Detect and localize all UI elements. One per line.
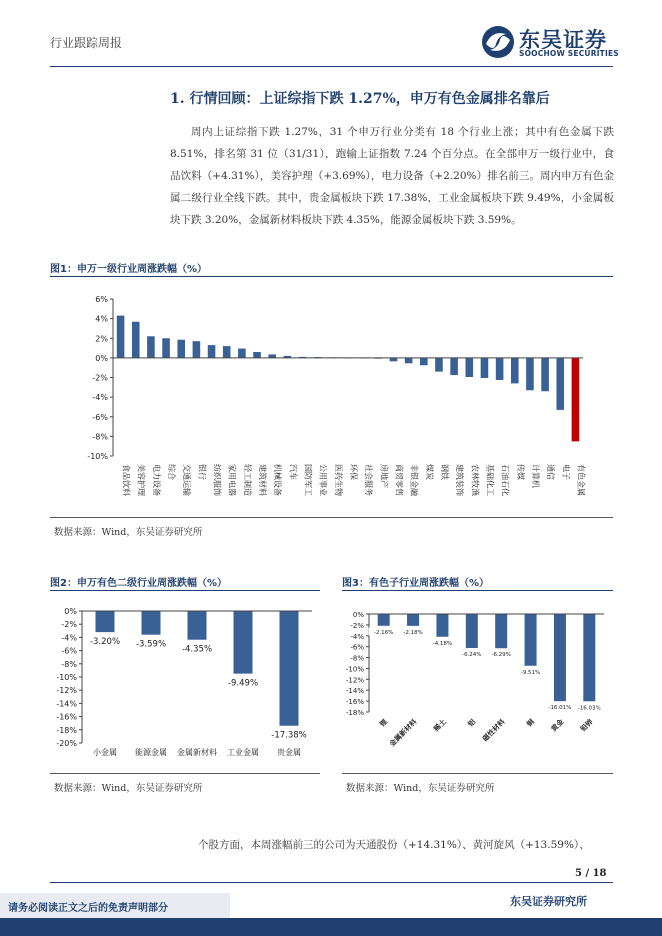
fig1-category-label: 综合 [167,464,177,480]
figure2-bottom-rule [50,773,320,774]
fig2-y-tick-label: -2% [61,620,77,630]
fig3-y-tick-label: 0% [352,611,364,619]
fig1-y-tick-label: 0% [95,353,108,363]
fig1-bar [193,341,201,358]
fig1-category-label: 石油石化 [500,464,510,496]
fig2-bar [96,611,115,632]
paragraph-text: 周内上证综指下跌 1.27%，31 个申万行业分类有 18 个行业上涨；其中有色金属下跌 8.51%，排名第 31 位（31/31），跑输上证指数 7.24 个百分点。在全部申万一级行业中，食品饮料（+4.31%），美容护理（+3.69%），电力设备（+2.20%）排名前三。周内申万有色金属二级行业全线下跌。其中，贵金属板块下跌 17.38%，工业金属板块下跌 9.49%，小金属板块下跌 3.20%，金属新材料板块下跌 4.35%，能源金属板块下跌 3.59%。 [170,126,614,226]
fig1-category-label: 机械设备 [273,464,283,496]
fig3-data-label: -16.01% [548,705,572,712]
fig1-category-label: 食品饮料 [121,464,131,496]
fig1-bar [405,358,413,363]
fig1-category-label: 银行 [197,464,207,480]
figure3-bottom-rule [342,773,613,774]
fig2-y-tick-label: -4% [61,633,77,643]
fig2-bar [188,611,207,640]
section-paragraph [170,121,614,231]
fig1-category-label: 建筑材料 [258,464,268,496]
fig3-category-label: 黄金 [549,717,566,734]
fig1-bar [253,352,261,358]
fig1-category-label: 纺织服饰 [212,464,222,496]
fig1-category-label: 汽车 [288,464,298,480]
figure3-top-rule [342,590,613,591]
fig1-bar [556,358,564,410]
fig3-category-label: 铜 [525,717,536,729]
fig1-bar [147,336,155,358]
figure2-title: 图2：申万有色二级行业周涨跌幅（%） [50,578,227,589]
fig1-y-tick-label: -2% [92,373,108,383]
fig2-y-tick-label: -20% [56,739,77,748]
footer-institute: 东吴证券研究所 [510,895,587,908]
fig3-data-label: -16.03% [577,705,601,712]
report-type: 行业跟踪周报 [50,36,123,50]
fig1-bar [390,358,398,361]
fig1-y-tick-label: 4% [95,314,108,324]
fig3-y-tick-label: -12% [345,676,364,685]
fig1-category-label: 家用电器 [227,464,237,496]
fig1-y-tick-label: -8% [92,432,108,442]
fig3-bar [378,614,390,626]
fig1-bar [177,340,185,358]
fig3-y-tick-label: -6% [350,643,364,652]
figure3-title: 图3：有色子行业周涨跌幅（%） [342,578,489,589]
fig2-data-label: -9.49% [227,678,259,689]
fig1-bar [526,358,534,390]
fig1-category-label: 通信 [546,464,556,481]
fig2-category-label: 贵金属 [277,748,301,757]
fig1-category-label: 计算机 [530,464,540,488]
fig3-y-tick-label: -16% [345,698,364,707]
footer-disclaimer: 请务必阅读正文之后的免责声明部分 [8,903,168,914]
fig3-bar [554,614,566,701]
brand-name-en: SOOCHOW SECURITIES [519,49,619,58]
fig2-data-label: -3.20% [89,637,121,648]
fig1-bar [208,345,216,358]
fig1-category-label: 电力设备 [151,464,161,496]
fig3-y-tick-label: -14% [345,687,364,696]
fig1-category-label: 农林牧渔 [470,464,480,496]
fig2-y-tick-label: 0% [64,607,77,616]
figure2-top-rule [50,590,320,591]
bottom-paragraph: 个股方面，本周涨幅前三的公司为天通股份（+14.31%）、黄河旋风（+13.59%）、 [198,839,590,851]
fig1-category-label: 基础化工 [485,464,495,496]
fig3-category-label: 磁性材料 [481,717,507,744]
fig1-category-label: 社会服务 [364,464,374,496]
fig1-category-label: 商贸零售 [394,464,404,496]
fig3-y-tick-label: -2% [350,621,364,630]
fig2-y-tick-label: -6% [61,646,77,656]
fig1-category-label: 交通运输 [182,464,192,496]
fig1-bar [435,358,443,372]
fig1-bar [268,354,276,357]
fig2-category-label: 工业金属 [227,748,259,757]
fig1-bar [132,322,140,358]
fig3-category-label: 铝 [466,717,478,729]
fig2-y-tick-label: -16% [56,712,77,722]
fig1-bar [496,358,504,380]
fig1-category-label: 传媒 [515,464,525,480]
fig3-y-tick-label: -18% [345,709,364,717]
fig1-bar [450,358,458,375]
figure2-source: 数据来源：Wind，东吴证券研究所 [54,783,203,794]
fig3-bar [466,614,478,648]
fig1-category-label: 房地产 [379,464,389,488]
fig2-data-label: -17.38% [271,730,307,741]
fig1-y-tick-label: -10% [87,452,108,461]
fig2-category-label: 能源金属 [135,748,167,757]
fig3-data-label: -6.29% [491,652,511,659]
section-title: 1. 行情回顾：上证综指下跌 1.27%，申万有色金属排名靠后 [170,91,550,107]
fig1-bar [572,358,580,442]
fig3-data-label: -4.18% [432,640,453,647]
fig2-data-label: -4.35% [181,644,213,655]
fig1-bar [541,358,549,391]
footer-bar [0,918,662,936]
fig2-y-tick-label: -18% [56,725,77,735]
fig2-bar [234,611,253,674]
fig3-category-label: 金属新材料 [388,717,419,749]
fig2-bar [142,611,161,635]
fig1-bar [420,358,428,365]
header-divider [50,66,613,67]
figure1-chart [50,280,613,515]
figure1-title: 图1：申万一级行业周涨跌幅（%） [50,264,207,275]
fig3-y-tick-label: -8% [350,654,364,663]
fig3-bar [525,614,537,666]
fig1-bar [162,338,170,358]
fig3-bar [436,614,448,637]
fig1-y-tick-label: -6% [92,412,108,422]
fig1-category-label: 轻工制造 [242,464,252,496]
fig3-data-label: -2.18% [403,629,423,636]
fig1-bar [223,346,231,358]
footer-divider [50,882,613,883]
fig3-category-label: 铅锌 [579,717,595,734]
fig1-y-tick-label: -4% [92,393,108,403]
fig3-data-label: -9.51% [520,669,541,676]
fig1-category-label: 医药生物 [333,464,343,496]
fig1-category-label: 有色金属 [576,464,586,496]
fig3-y-tick-label: -4% [350,632,364,641]
fig2-category-label: 金属新材料 [177,748,217,757]
fig2-y-tick-label: -14% [56,699,77,709]
fig1-category-label: 电子 [561,464,571,480]
fig1-bar [466,358,474,377]
fig1-category-label: 国防军工 [303,464,313,496]
figure3-chart [342,608,613,770]
fig1-category-label: 美容护理 [136,464,146,496]
fig3-bar [407,614,419,626]
fig3-data-label: -2.16% [373,629,394,636]
fig1-category-label: 煤炭 [424,464,434,480]
figure1-top-rule [50,276,613,277]
fig1-category-label: 非银金融 [409,464,419,496]
fig1-bar [117,316,125,358]
fig2-y-tick-label: -10% [56,673,77,682]
fig3-bar [495,614,507,648]
fig3-category-label: 锂 [378,717,390,729]
fig2-y-tick-label: -12% [56,686,77,696]
fig3-category-label: 稀土 [432,717,448,734]
fig2-category-label: 小金属 [93,748,117,757]
fig1-bar [238,349,246,358]
fig1-category-label: 钢铁 [439,464,449,480]
fig1-y-tick-label: 6% [95,295,108,304]
fig3-data-label: -6.24% [462,651,482,658]
fig2-bar [280,611,299,726]
figure3-source: 数据来源：Wind，东吴证券研究所 [346,783,495,794]
fig1-bar [481,358,489,378]
fig1-category-label: 公用事业 [318,464,328,496]
fig3-bar [583,614,595,701]
fig1-y-tick-label: 2% [95,334,108,344]
fig1-category-label: 环保 [349,464,358,480]
page-number: 5 / 18 [575,868,607,879]
fig2-y-tick-label: -8% [61,659,77,669]
fig2-data-label: -3.59% [135,639,167,650]
fig1-bar [511,358,519,384]
fig3-y-tick-label: -10% [345,665,364,674]
brand-name-cn: 东吴证券 [519,28,607,52]
figure1-bottom-rule [50,517,613,518]
figure2-chart [50,596,320,770]
fig1-category-label: 建筑装饰 [455,464,465,496]
figure1-source: 数据来源：Wind，东吴证券研究所 [54,527,203,538]
